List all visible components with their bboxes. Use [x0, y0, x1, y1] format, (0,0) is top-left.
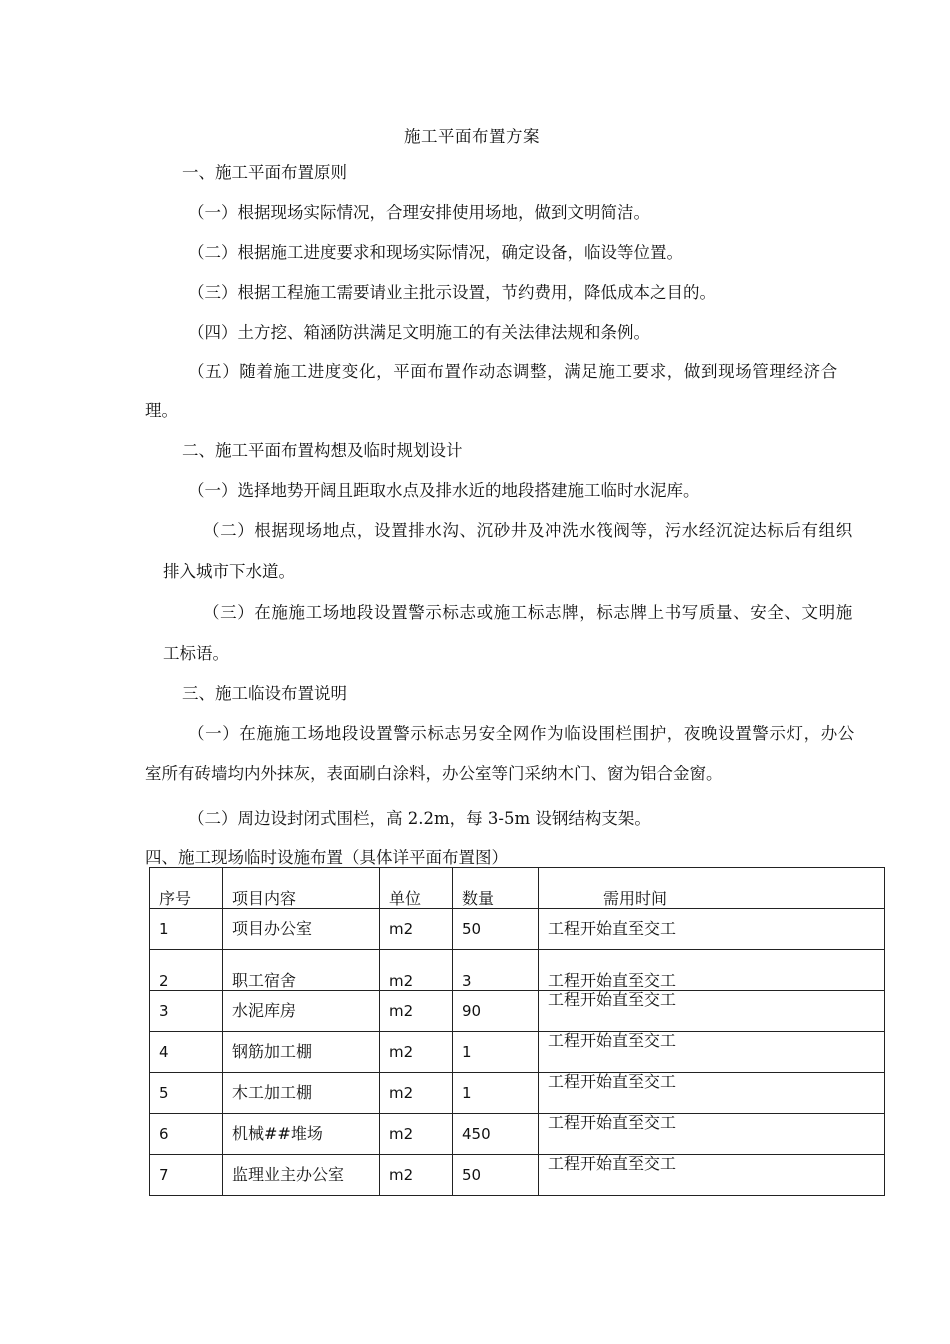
table-cell: m2	[380, 1155, 453, 1196]
table-cell: 工程开始直至交工	[539, 1114, 885, 1155]
table-cell: 项目办公室	[223, 909, 380, 950]
column-header: 项目内容	[223, 868, 380, 909]
table-cell: 1	[150, 909, 223, 950]
table-cell: 机械##堆场	[223, 1114, 380, 1155]
table-cell: 50	[453, 1155, 539, 1196]
table-cell: 监理业主办公室	[223, 1155, 380, 1196]
column-header: 单位	[380, 868, 453, 909]
column-header: 需用时间	[539, 868, 885, 909]
table-row	[150, 950, 885, 991]
table-cell: 3	[150, 991, 223, 1032]
table-cell: 工程开始直至交工	[539, 909, 885, 950]
table-cell: 工程开始直至交工	[539, 1032, 885, 1073]
table-header-row	[150, 868, 885, 909]
paragraph: （一）选择地势开阔且距取水点及排水近的地段搭建施工临时水泥库。	[188, 481, 700, 500]
section-heading-4: 四、施工现场临时设施布置（具体详平面布置图）	[145, 848, 508, 867]
column-header: 数量	[453, 868, 539, 909]
table-row	[150, 1073, 885, 1114]
table-cell: 1	[453, 1032, 539, 1073]
paragraph-continuation: 室所有砖墙均内外抹灰，表面刷白涂料，办公室等门采纳木门、窗为铝合金窗。	[145, 764, 723, 783]
paragraph: （三）根据工程施工需要请业主批示设置，节约费用，降低成本之目的。	[188, 283, 716, 302]
table-cell: 4	[150, 1032, 223, 1073]
table-row	[150, 991, 885, 1032]
table-cell: m2	[380, 1032, 453, 1073]
table-cell: 工程开始直至交工	[539, 1073, 885, 1114]
table-cell: 职工宿舍	[223, 950, 380, 991]
column-header: 序号	[150, 868, 223, 909]
table-cell: 工程开始直至交工	[539, 991, 885, 1032]
table-cell: 木工加工棚	[223, 1073, 380, 1114]
paragraph-continuation: 工标语。	[163, 644, 229, 663]
table-cell: 工程开始直至交工	[539, 950, 885, 991]
paragraph: （二）根据现场地点，设置排水沟、沉砂井及冲洗水筏阀等，污水经沉淀达标后有组织	[203, 521, 853, 540]
table-cell: 3	[453, 950, 539, 991]
paragraph: （四）土方挖、箱涵防洪满足文明施工的有关法律法规和条例。	[188, 323, 650, 342]
table-cell: 5	[150, 1073, 223, 1114]
section-heading-3: 三、施工临设布置说明	[182, 684, 347, 703]
facilities-table	[149, 867, 885, 1196]
paragraph: （二）周边设封闭式围栏，高 2.2m，每 3-5m 设钢结构支架。	[188, 809, 651, 828]
table-cell: 工程开始直至交工	[539, 1155, 885, 1196]
table-cell: m2	[380, 950, 453, 991]
paragraph: （二）根据施工进度要求和现场实际情况，确定设备，临设等位置。	[188, 243, 683, 262]
table-cell: m2	[380, 1073, 453, 1114]
paragraph: （一）根据现场实际情况，合理安排使用场地，做到文明简洁。	[188, 203, 650, 222]
table-row	[150, 909, 885, 950]
paragraph: （三）在施施工场地段设置警示标志或施工标志牌，标志牌上书写质量、安全、文明施	[203, 603, 853, 622]
paragraph: （五）随着施工进度变化，平面布置作动态调整，满足施工要求，做到现场管理经济合	[188, 362, 838, 381]
section-heading-1: 一、施工平面布置原则	[182, 163, 347, 182]
table-cell: 7	[150, 1155, 223, 1196]
paragraph: （一）在施施工场地段设置警示标志另安全网作为临设围栏围护，夜晚设置警示灯，办公	[188, 724, 855, 743]
table-cell: 1	[453, 1073, 539, 1114]
table-row	[150, 1114, 885, 1155]
table-cell: 6	[150, 1114, 223, 1155]
table-cell: 水泥库房	[223, 991, 380, 1032]
table-cell: 450	[453, 1114, 539, 1155]
document-title: 施工平面布置方案	[404, 127, 540, 146]
table-cell: m2	[380, 1114, 453, 1155]
paragraph-continuation: 理。	[145, 401, 178, 420]
section-heading-2: 二、施工平面布置构想及临时规划设计	[182, 441, 463, 460]
paragraph-continuation: 排入城市下水道。	[163, 562, 295, 581]
table-cell: 钢筋加工棚	[223, 1032, 380, 1073]
table-cell: 90	[453, 991, 539, 1032]
table-cell: m2	[380, 991, 453, 1032]
table-cell: 50	[453, 909, 539, 950]
table-row	[150, 1155, 885, 1196]
table-cell: 2	[150, 950, 223, 991]
table-row	[150, 1032, 885, 1073]
table-cell: m2	[380, 909, 453, 950]
